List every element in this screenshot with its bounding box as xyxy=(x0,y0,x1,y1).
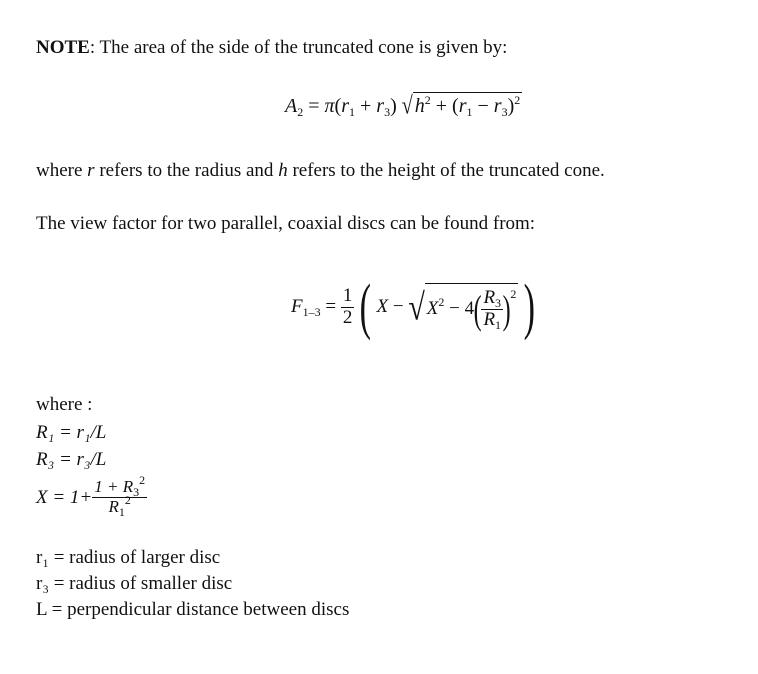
def-R3: R₃ = r₃/L xyxy=(36,449,107,470)
def-r1: r₁ = radius of larger disc xyxy=(36,547,221,568)
def-r3: r₃ = radius of smaller disc xyxy=(36,573,233,594)
note-label: NOTE xyxy=(36,37,90,58)
area-equation: $A_2 = \pi(r_1 + r_3)$ √ $h^2 + (r_1 - r_3)^2$ xyxy=(285,92,521,120)
note-line xyxy=(36,38,507,57)
view-factor-text: The view factor for two parallel, coaxial discs can be found from: xyxy=(36,213,536,234)
view-factor-equation: $F_{1-3}$ = $\frac{1}{2}$ ( X − √ $X^2 - 4$( $\frac{R_3}{R_1}$ )$^2$ ) xyxy=(291,273,536,341)
def-R1: R₁ = r₁/L xyxy=(36,422,107,443)
def-X: X = 1+ $\frac{1 + R_3^2}{R_1^2}$ xyxy=(36,473,146,519)
note-text: : The area of the side of the truncated cone is given by: xyxy=(89,37,508,58)
view-sqrt: $X^2 - 4$( $\frac{R_3}{R_1}$ )$^2$ xyxy=(425,283,519,333)
where-r-h-line: where r refers to the radius and h refers to the height of the truncated cone. xyxy=(36,160,605,181)
def-L: L = perpendicular distance between discs xyxy=(36,599,350,620)
area-sqrt: $h^2 + (r_1 - r_3)^2$ xyxy=(414,93,521,119)
where-label: where : xyxy=(36,394,93,415)
